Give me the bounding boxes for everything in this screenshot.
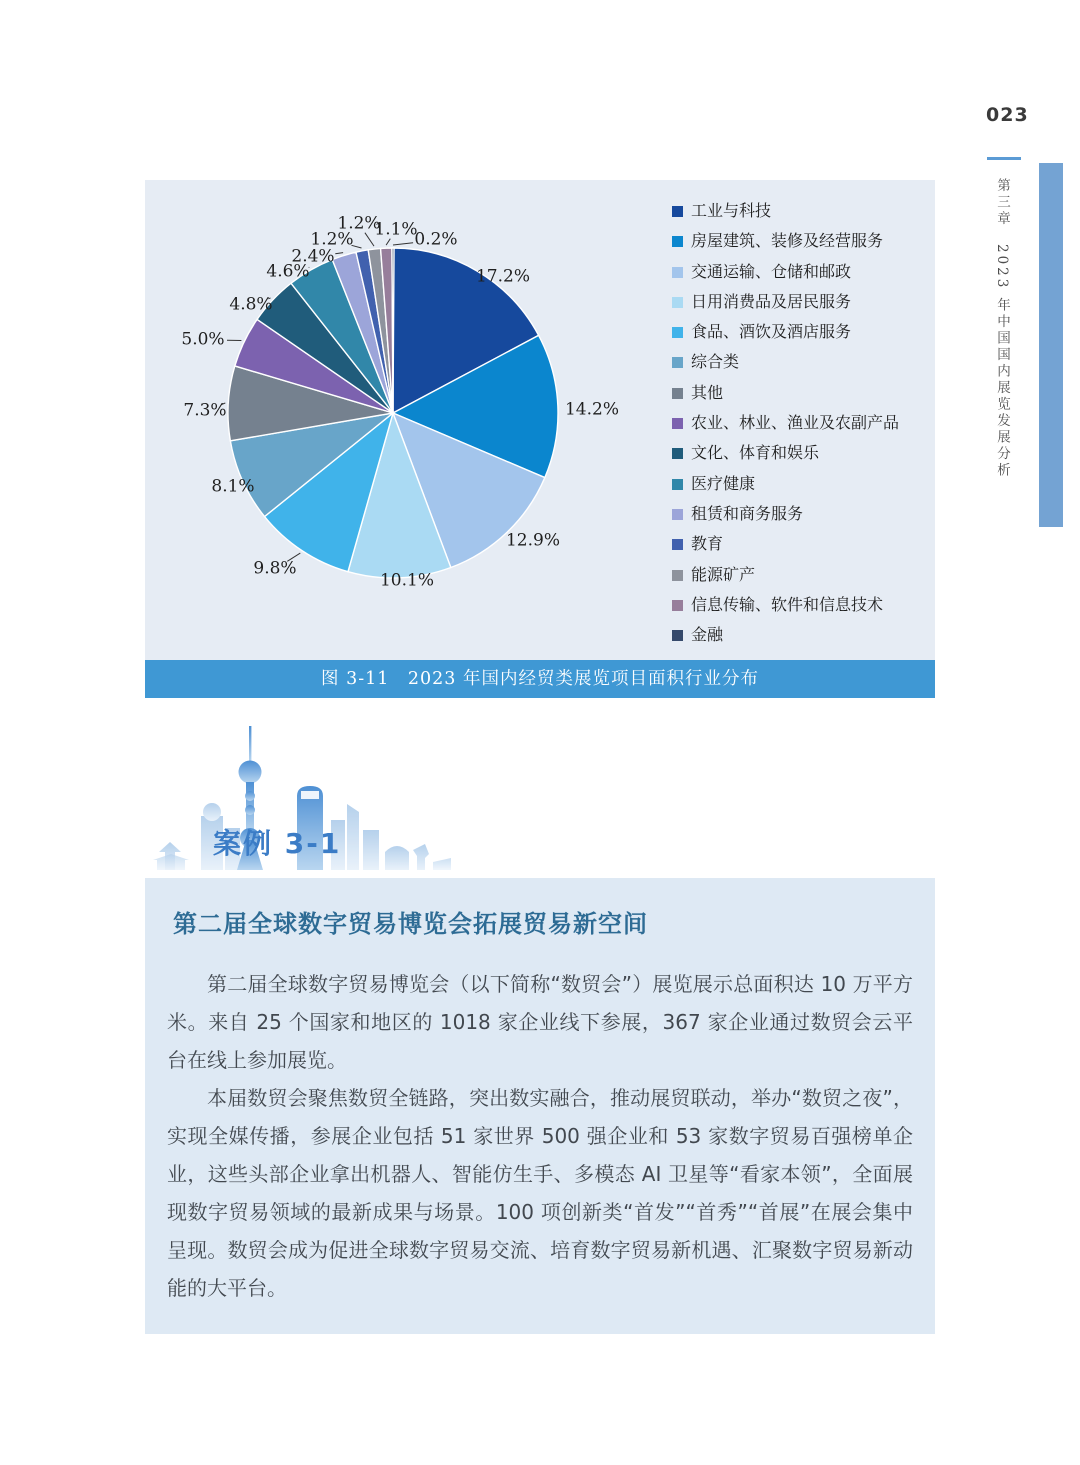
legend-item: [672, 347, 899, 377]
pie-slice: [392, 248, 394, 413]
figure-caption: 图 3-11 2023 年国内经贸类展览项目面积行业分布: [145, 660, 935, 698]
chart-legend: [672, 196, 899, 650]
legend-item: [672, 226, 899, 256]
legend-label: 金融: [691, 625, 724, 645]
page-number: 023: [986, 104, 1029, 126]
legend-label: 教育: [691, 534, 724, 554]
slice-leader-line: [393, 243, 413, 245]
legend-item: [672, 438, 899, 468]
legend-swatch-icon: [672, 448, 683, 459]
slice-label: 7.3%: [183, 400, 227, 421]
legend-label: 食品、酒饮及酒店服务: [691, 322, 852, 342]
case-paragraph: 本届数贸会聚焦数贸全链路，突出数实融合，推动展贸联动，举办“数贸之夜”，实现全媒传播，参展企业包括 51 家世界 500 强企业和 53 家数字贸易百强榜单企业，这些头部企业拿出机器人、智能仿生手、多模态 AI 卫星等“看家本领”，全面展现数字贸易领域的最新成果与场景。100 项创新类“首发”“首秀”“首展”在展会集中呈现。数贸会成为促进全球数字贸易交流、培育数字贸易新机遇、汇聚数字贸易新动能的大平台。: [167, 1086, 913, 1300]
legend-label: 信息传输、软件和信息技术: [691, 594, 884, 614]
legend-item: [672, 408, 899, 438]
legend-item: [672, 257, 899, 287]
legend-label: 能源矿产: [691, 564, 756, 584]
slice-label: 9.8%: [253, 558, 297, 579]
legend-label: 房屋建筑、装修及经营服务: [691, 231, 884, 251]
slice-label: 0.2%: [414, 229, 458, 250]
case-paragraph: 第二届全球数字贸易博览会（以下简称“数贸会”）展览展示总面积达 10 万平方米。来自 25 个国家和地区的 1018 家企业线下参展，367 家企业通过数贸会云平台在线上参加展览。: [167, 972, 913, 1072]
chapter-side-caption: 第三章 2023 年中国国内展览发展分析: [994, 178, 1010, 480]
legend-swatch-icon: [672, 539, 683, 550]
case-paragraphs: [167, 965, 913, 1307]
legend-swatch-icon: [672, 327, 683, 338]
slice-label: 1.2%: [310, 229, 354, 250]
slice-label: 8.1%: [211, 476, 255, 497]
legend-label: 医疗健康: [691, 473, 756, 493]
legend-swatch-icon: [672, 418, 683, 429]
slice-label: 10.1%: [379, 570, 435, 591]
legend-swatch-icon: [672, 570, 683, 581]
pie-chart: [145, 180, 685, 660]
slice-label: 4.6%: [266, 261, 310, 282]
slice-label: 14.2%: [564, 399, 620, 420]
legend-swatch-icon: [672, 236, 683, 247]
slice-label: 12.9%: [505, 530, 561, 551]
page-number-rule: [987, 157, 1021, 160]
slice-label: 4.8%: [229, 294, 273, 315]
case-badge-section: [145, 720, 455, 872]
figure-panel: [145, 180, 935, 660]
legend-label: 日用消费品及居民服务: [691, 291, 852, 311]
chapter-accent-bar: [1039, 163, 1063, 527]
legend-item: [672, 378, 899, 408]
legend-item: [672, 469, 899, 499]
legend-swatch-icon: [672, 357, 683, 368]
slice-label: 1.1%: [374, 219, 418, 240]
legend-item: [672, 529, 899, 559]
legend-swatch-icon: [672, 600, 683, 611]
legend-swatch-icon: [672, 297, 683, 308]
case-box: [145, 878, 935, 1334]
case-title: 第二届全球数字贸易博览会拓展贸易新空间: [173, 909, 648, 938]
legend-label: 租赁和商务服务: [691, 503, 804, 523]
slice-leader-line: [365, 233, 374, 246]
legend-label: 工业与科技: [691, 201, 772, 220]
legend-item: [672, 590, 899, 620]
legend-label: 其他: [691, 382, 724, 402]
slice-leader-line: [386, 239, 390, 245]
slice-label: 5.0%: [181, 329, 225, 350]
slice-label: 2.4%: [291, 246, 335, 267]
legend-item: [672, 287, 899, 317]
legend-swatch-icon: [672, 630, 683, 641]
legend-item: [672, 560, 899, 590]
legend-swatch-icon: [672, 388, 683, 399]
slice-leader-line: [335, 253, 343, 254]
legend-label: 农业、林业、渔业及农副产品: [691, 413, 900, 433]
legend-item: [672, 620, 899, 650]
slice-label: 1.2%: [337, 213, 381, 234]
legend-swatch-icon: [672, 206, 683, 217]
legend-swatch-icon: [672, 479, 683, 490]
legend-label: 文化、体育和娱乐: [691, 443, 820, 463]
legend-swatch-icon: [672, 267, 683, 278]
legend-item: [672, 196, 899, 226]
legend-swatch-icon: [672, 509, 683, 520]
legend-item: [672, 317, 899, 347]
case-badge: 案例 3-1: [213, 827, 342, 860]
legend-item: [672, 499, 899, 529]
legend-label: 综合类: [691, 352, 740, 372]
slice-label: 17.2%: [475, 266, 531, 287]
legend-label: 交通运输、仓储和邮政: [691, 261, 852, 281]
